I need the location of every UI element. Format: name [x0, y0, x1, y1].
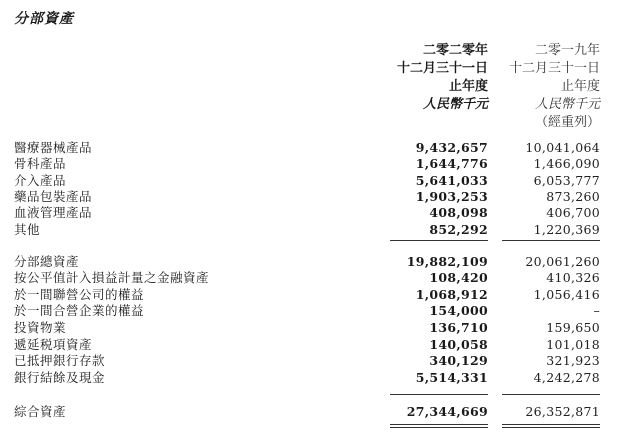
total-top-rule-2020: [390, 394, 488, 395]
row-label: 投資物業: [14, 320, 67, 335]
row-label: 醫療器械產品: [14, 140, 93, 155]
column-header-2020: [397, 42, 488, 114]
header-date: 十二月三十一日: [396, 61, 488, 76]
header-restated-note: （經重列）: [534, 115, 600, 130]
header-period: 止年度: [448, 79, 488, 94]
row-label: 血液管理產品: [14, 205, 93, 220]
header-year: 二零一九年: [534, 43, 600, 58]
row-label: 骨科產品: [14, 156, 67, 171]
value-2019: –: [593, 303, 600, 318]
table-row: [14, 205, 626, 221]
total-double-rule-2020b: [390, 427, 488, 428]
row-label: 分部總資產: [14, 254, 80, 269]
section-title: 分部資產: [14, 11, 74, 27]
row-label: 遞延税項資產: [14, 337, 93, 352]
value-2020: 154,000: [429, 303, 488, 318]
value-2020: 9,432,657: [415, 140, 488, 155]
value-2019: 159,650: [546, 320, 600, 335]
value-2020: 136,710: [429, 320, 488, 335]
value-2020: 852,292: [429, 222, 488, 237]
value-2019: 10,041,064: [525, 140, 600, 155]
value-2020: 1,068,912: [415, 287, 488, 302]
value-2019: 4,242,278: [533, 370, 600, 385]
row-label: 按公平值計入損益計量之金融資產: [14, 270, 210, 285]
total-double-rule-2020a: [390, 424, 488, 425]
value-2019: 321,923: [546, 353, 600, 368]
total-double-rule-2019b: [502, 427, 600, 428]
value-2019: 1,056,416: [533, 287, 600, 302]
subtotal-rule-2020: [390, 240, 488, 241]
row-label: 銀行結餘及現金: [14, 370, 106, 385]
value-2020: 27,344,669: [406, 404, 488, 419]
value-2020: 108,420: [429, 270, 488, 285]
header-date: 十二月三十一日: [508, 61, 600, 76]
value-2020: 1,644,776: [415, 156, 488, 171]
row-label: 藥品包裝產品: [14, 189, 93, 204]
table-row: [14, 303, 626, 319]
table-row: [14, 337, 626, 353]
table-row: [14, 222, 626, 238]
row-label: 於一間合營企業的權益: [14, 303, 145, 318]
table-row: [14, 140, 626, 156]
value-2020: 5,514,331: [415, 370, 488, 385]
column-header-2019: [509, 42, 600, 132]
value-2020: 408,098: [429, 205, 488, 220]
value-2019: 1,220,369: [533, 222, 600, 237]
table-row: [14, 370, 626, 386]
value-2019: 26,352,871: [525, 404, 600, 419]
header-period: 止年度: [560, 79, 600, 94]
row-label: 已抵押銀行存款: [14, 353, 106, 368]
row-label: 於一間聯營公司的權益: [14, 287, 145, 302]
value-2020: 5,641,033: [415, 173, 488, 188]
header-unit: 人民幣千元: [422, 97, 488, 112]
header-unit: 人民幣千元: [534, 97, 600, 112]
value-2019: 1,466,090: [533, 156, 600, 171]
table-row: [14, 189, 626, 205]
table-row: [14, 270, 626, 286]
subtotal-rule-2019: [502, 240, 600, 241]
table-row: [14, 320, 626, 336]
total-double-rule-2019a: [502, 424, 600, 425]
value-2019: 6,053,777: [533, 173, 600, 188]
value-2020: 140,058: [429, 337, 488, 352]
table-row: [14, 254, 626, 270]
table-row: [14, 404, 626, 420]
value-2019: 101,018: [546, 337, 600, 352]
value-2019: 20,061,260: [525, 254, 600, 269]
table-row: [14, 156, 626, 172]
value-2019: 406,700: [546, 205, 600, 220]
value-2019: 873,260: [546, 189, 600, 204]
value-2019: 410,326: [546, 270, 600, 285]
value-2020: 340,129: [429, 353, 488, 368]
row-label: 綜合資產: [14, 404, 67, 419]
table-row: [14, 353, 626, 369]
value-2020: 19,882,109: [406, 254, 488, 269]
value-2020: 1,903,253: [415, 189, 488, 204]
row-label: 其他: [14, 222, 41, 237]
header-year: 二零二零年: [422, 43, 488, 58]
total-top-rule-2019: [502, 394, 600, 395]
table-row: [14, 287, 626, 303]
table-row: [14, 173, 626, 189]
row-label: 介入產品: [14, 173, 67, 188]
